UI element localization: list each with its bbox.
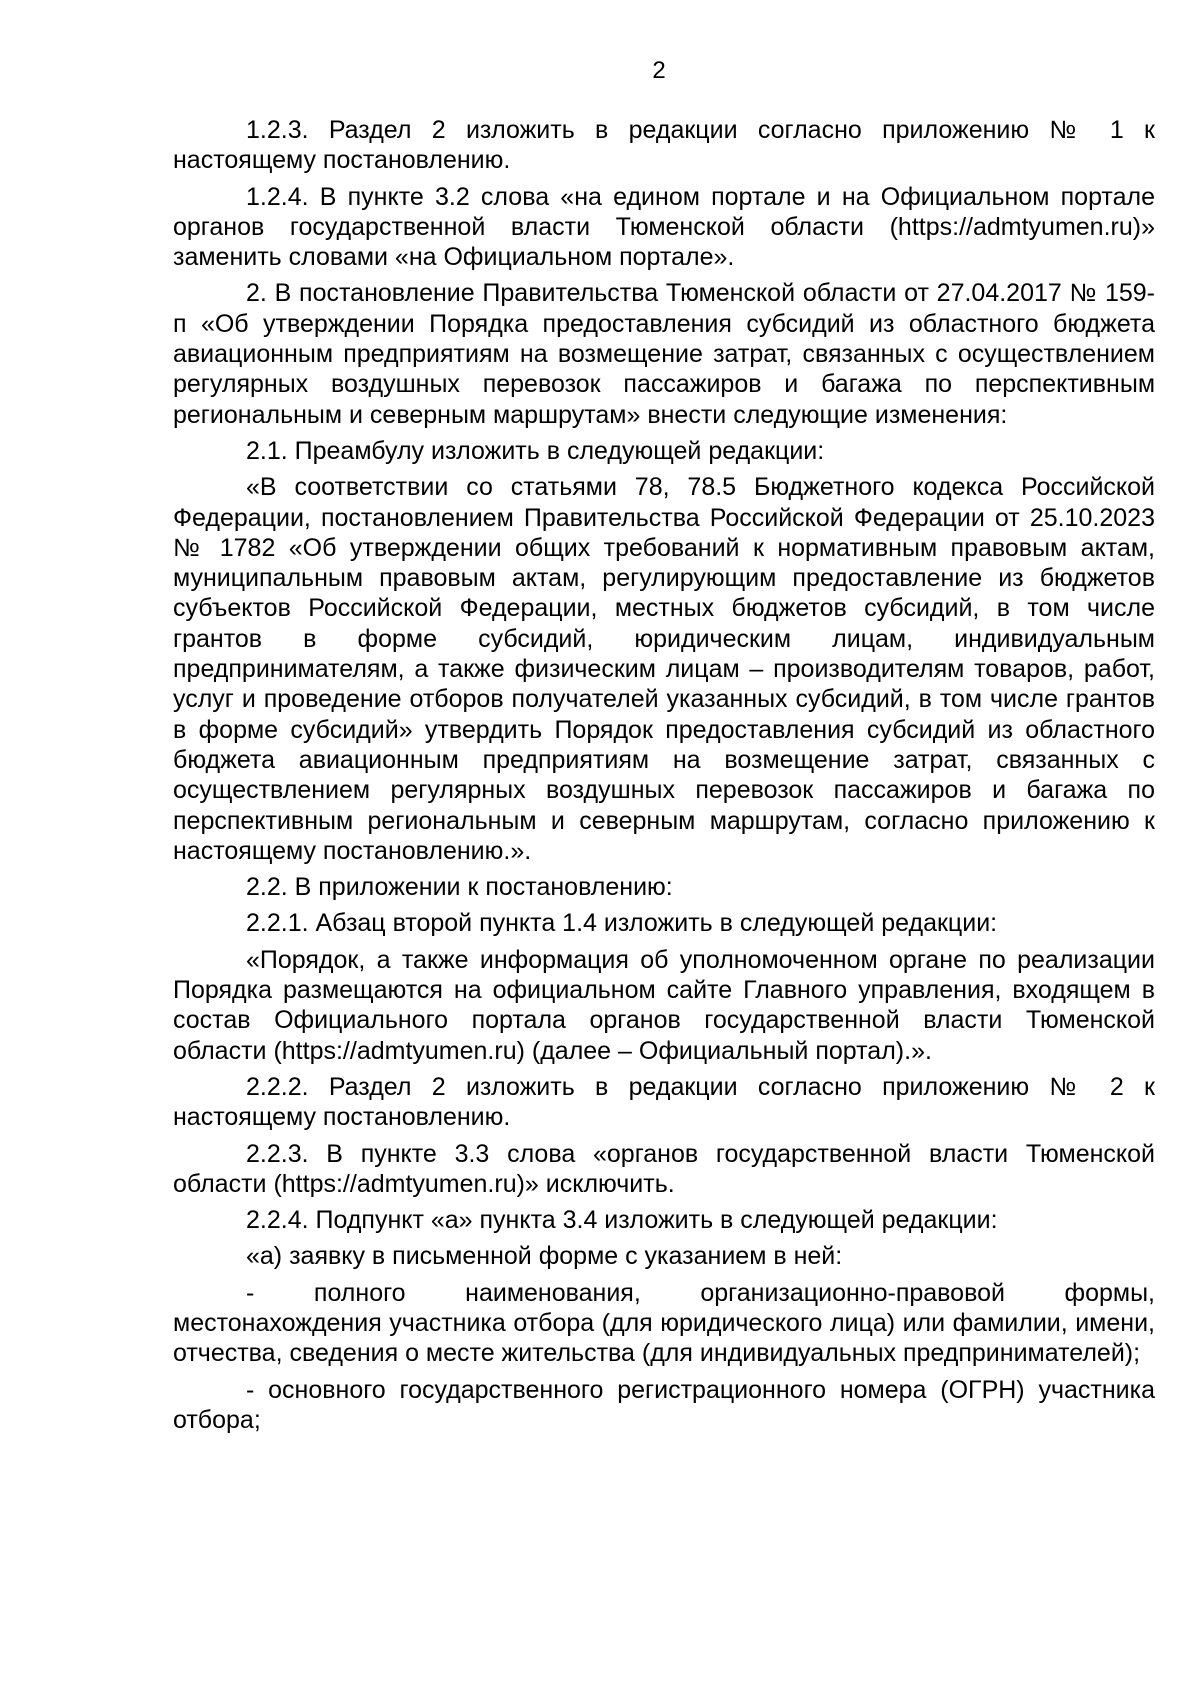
list-item-ogrn: - основного государственного регистрационного номера (ОГРН) участника отбора; (173, 1375, 1155, 1434)
paragraph-2-2: 2.2. В приложении к постановлению: (246, 873, 673, 902)
paragraph-1-2-4: 1.2.4. В пункте 3.2 слова «на едином портале и на Официальном портале органов государственной власти Тюменской области (https://admtyumen.ru)» заменить словами «на Официальном портале». (173, 182, 1155, 272)
page-number: 2 (652, 57, 666, 84)
paragraph-subitem-a: «а) заявку в письменной форме с указанием в ней: (246, 1242, 843, 1271)
paragraph-2-2-4: 2.2.4. Подпункт «а» пункта 3.4 изложить в следующей редакции: (246, 1206, 998, 1235)
document-body (173, 115, 1155, 1441)
paragraph-2-2-1: 2.2.1. Абзац второй пункта 1.4 изложить в следующей редакции: (246, 909, 998, 938)
paragraph-2: 2. В постановление Правительства Тюменской области от 27.04.2017 № 159-п «Об утверждении Порядка предоставления субсидий из областного бюджета авиационным предприятиям на возмещение затрат, связанных с осуществлением регулярных воздушных перевозок пассажиров и багажа по перспективным региональным и северным маршрутам» внести следующие изменения: (173, 279, 1155, 429)
paragraph-order-quote: «Порядок, а также информация об уполномоченном органе по реализации Порядка размещаются на официальном сайте Главного управления, входящем в состав Официального портала органов государственной власти Тюменской области (https://admtyumen.ru) (далее – Официальный портал).». (173, 945, 1155, 1065)
list-item-name: - полного наименования, организационно-правовой формы, местонахождения участника отбора (для юридического лица) или фамилии, имени, отчества, сведения о месте жительства (для индивидуальных предпринимателей); (173, 1278, 1155, 1368)
paragraph-1-2-3: 1.2.3. Раздел 2 изложить в редакции согласно приложению № 1 к настоящему постановлению. (173, 116, 1155, 175)
paragraph-2-2-3: 2.2.3. В пункте 3.3 слова «органов государственной власти Тюменской области (https://admtyumen.ru)» исключить. (173, 1139, 1155, 1198)
paragraph-preamble-quote: «В соответствии со статьями 78, 78.5 Бюджетного кодекса Российской Федерации, постановлением Правительства Российской Федерации от 25.10.2023 № 1782 «Об утверждении общих требований к нормативным правовым актам, муниципальным правовым актам, регулирующим предоставление из бюджетов субъектов Российской Федерации, местных бюджетов субсидий, в том числе грантов в форме субсидий, юридическим лицам, индивидуальным предпринимателям, а также физическим лицам – производителям товаров, работ, услуг и проведение отборов получателей указанных субсидий, в том числе грантов в форме субсидий» утвердить Порядок предоставления субсидий из областного бюджета авиационным предприятиям на возмещение затрат, связанных с осуществлением регулярных воздушных перевозок пассажиров и багажа по перспективным региональным и северным маршрутам, согласно приложению к настоящему постановлению.». (173, 473, 1155, 865)
paragraph-2-2-2: 2.2.2. Раздел 2 изложить в редакции согласно приложению № 2 к настоящему постановлению. (173, 1072, 1155, 1132)
paragraph-2-1: 2.1. Преамбулу изложить в следующей редакции: (246, 436, 825, 465)
